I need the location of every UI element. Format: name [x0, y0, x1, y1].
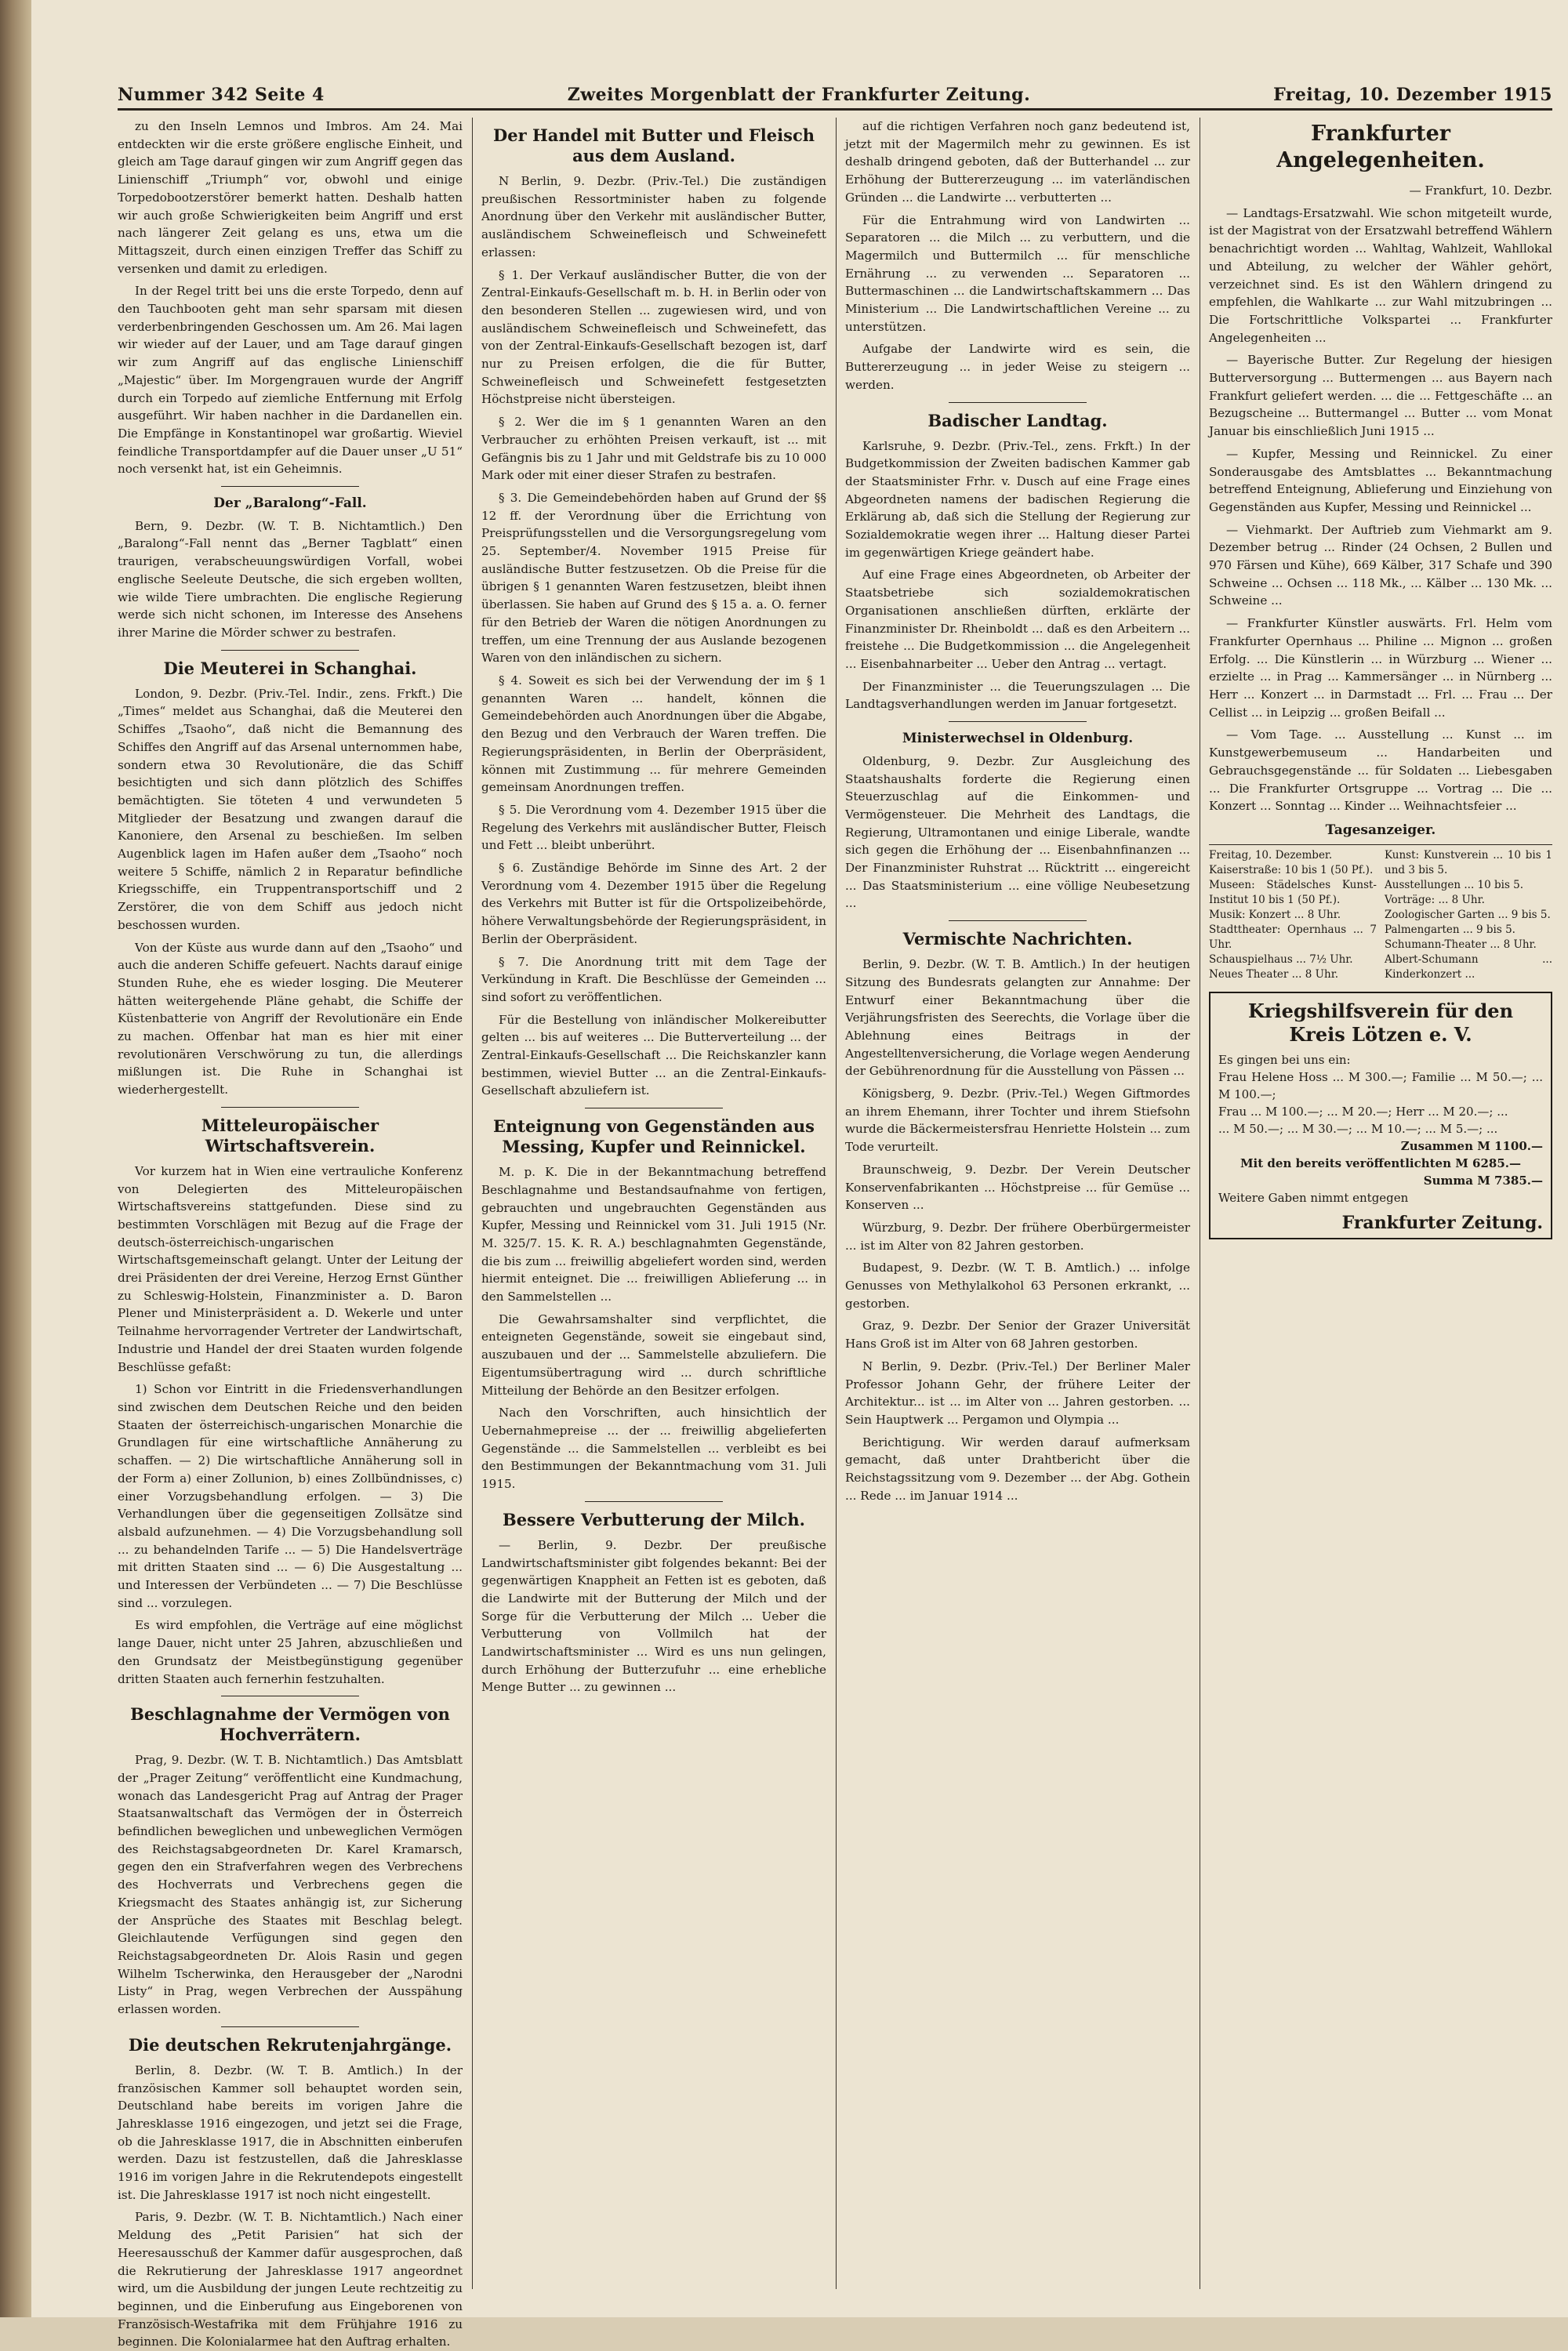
ad-closing: Weitere Gaben nimmt entgegen	[1218, 1190, 1409, 1205]
article-text: Bern, 9. Dezbr. (W. T. B. Nichtamtlich.) Den „Baralong“-Fall nennt das „Berner Tagblatt“ einen traurigen, verabscheuungswürdigen Vorfall, wobei englische Seeleute Deutsche, die sich ergeben wollten, wie wilde Tiere umbrachten. Die englische Regierung werde sich nicht schonen, im Interesse des Ansehens ihrer Marine die Mörder schwer zu bestrafen.	[118, 518, 463, 640]
article-heading: Der „Baralong“-Fall.	[213, 495, 367, 512]
divider	[949, 402, 1087, 403]
article-heading: Bessere Verbutterung der Milch.	[503, 1509, 805, 1529]
article-text: — Berlin, 9. Dezbr. Der preußische Landwirtschaftsminister gibt folgendes bekannt: Bei der gegenwärtigen Knappheit an Fetten ist es geboten, daß die Landwirte mit der Butterung der Milch und der Sorge für die Verbutterung der Milch ... Ueber die Verbutterung von Vollmilch hat der Landwirtschaftsminister ... Wird es uns nun gelingen, durch Erhöhung der Butterzufuhr ... eine erhebliche Menge Butter ... zu gewinnen ...	[481, 1537, 826, 1695]
article-text: Berlin, 8. Dezbr. (W. T. B. Amtlich.) In der französischen Kammer soll behauptet worden sein, Deutschland habe bereits im vorigen Jahre die Jahresklasse 1916 eingezogen, und jetzt sei die Frage, ob die Jahresklasse 1917, die in Abschnitten einberufen werden. Dazu ist festzustellen, daß die Jahresklasse 1916 im vorigen Jahre in die Rekrutendepots eingestellt ist. Die Jahresklasse 1917 ist noch nicht eingestellt.	[118, 2063, 463, 2202]
tagesanzeiger-heading: Tagesanzeiger.	[1325, 822, 1436, 838]
article-text: Von der Küste aus wurde dann auf den „Tsaoho“ und auch die anderen Schiffe gefeuert. Nachts darauf einige Stunden Ruhe, ehe es wieder losging. Die Meuterer hätten weitergehende Pläne gehabt, die Schiffe der Küstenbatterie von Angriff der Revolutionäre ein Ende zu machen. Offenbar hat man es hier mit einer revolutionären Verschwörung zu tun, die allerdings mißlungen ist. Die Ruhe in Schanghai ist wiederhergestellt.	[118, 940, 463, 1097]
article-heading: Die deutschen Rekrutenjahrgänge.	[128, 2034, 452, 2055]
section-masthead: Frankfurter Angelegenheiten.	[1276, 122, 1485, 172]
dateline: — Frankfurt, 10. Dezbr.	[1409, 183, 1552, 198]
column-rule	[836, 118, 837, 2289]
ad-total: Zusammen M 1100.—	[1400, 1138, 1543, 1153]
article-text: Der Finanzminister ... die Teuerungszulagen ... Die Landtagsverhandlungen werden im Januar fortgesetzt.	[845, 679, 1190, 712]
article-text: In der Regel tritt bei uns die erste Torpedo, denn auf den Tauchbooten geht man sehr sparsam mit diesen verderbenbringenden Geschossen um. Am 26. Mai lagen wir wieder auf der Lauer, und am Tage darauf gingen wir zum Angriff auf das englische Linienschiff „Majestic“ über. Im Morgengrauen wurde der Angriff durch ein Torpedo auf ziemliche Entfernung mit Erfolg ausgeführt. Wir haben nachher in die Dardanellen ein. Die Empfänge in Konstantinopel war großartig. Wieviel feindliche Transportdampfer auf die Dauer unser „U 51“ noch versenkt hat, ist ein Geheimnis.	[118, 284, 463, 477]
article-text: Würzburg, 9. Dezbr. Der frühere Oberbürgermeister ... ist im Alter von 82 Jahren gestorben.	[845, 1220, 1190, 1253]
newspaper-page	[31, 0, 1568, 2349]
article-text: Paris, 9. Dezbr. (W. T. B. Nichtamtlich.) Nach einer Meldung des „Petit Parisien“ hat sich der Heeresausschuß der Kammer dafür ausgesprochen, daß die Rekrutierung der Jahresklasse 1917 angeordnet wird, um die Ausbildung der jungen Leute rechtzeitig zu beginnen, und die Einberufung aus Eingeborenen von Französisch-Westafrika mit dem Frühjahre 1916 zu beginnen. Die Kolonialarmee hat den Auftrag erhalten.	[118, 2210, 463, 2349]
listing-line: Stadttheater: Opernhaus ... 7 Uhr.	[1209, 923, 1377, 951]
ad-line: Frau Helene Hoss ... M 300.—; Familie ... M 50.—; ... M 100.—;	[1218, 1069, 1543, 1101]
article-text: Vor kurzem hat in Wien eine vertrauliche Konferenz von Delegierten des Mitteleuropäischen Wirtschaftsvereins stattgefunden. Diese sind zu bestimmten Vorschlägen mit Bezug auf die Frage der deutsch-österreichisch-ungarischen Wirtschaftsgemeinschaft gelangt. Unter der Leitung der drei Präsidenten der drei Vereine, Herzog Ernst Günther zu Schleswig-Holstein, Finanzminister a. D. Baron Plener und Ministerpräsident a. D. Wekerle und unter Teilnahme hervorragender Vertreter der Landwirtschaft, Industrie und Handel der drei Staaten wurden folgende Beschlüsse gefaßt:	[118, 1163, 463, 1374]
kriegshilfe-advertisement	[1209, 992, 1552, 1239]
article-text: 1) Schon vor Eintritt in die Friedensverhandlungen sind zwischen dem Deutschen Reiche und den beiden Staaten der österreichisch-ungarischen Monarchie die Grundlagen für eine wirtschaftliche Annäherung zu schaffen. — 2) Die wirtschaftliche Annäherung soll in der Form a) einer Zollunion, b) eines Zollbündnisses, c) einer Vorzugsbehandlung erfolgen. — 3) Die Verhandlungen über die gegenseitigen Zollsätze sind alsbald aufzunehmen. — 4) Die Vorzugsbehandlung soll ... zu behandelnden Tarife ... — 5) Die Handelsverträge mit dritten Staaten sind ... — 6) Die Ausgestaltung ... und Interessen der Verbündeten ... — 7) Die Beschlüsse sind ... vorzulegen.	[118, 1382, 463, 1610]
page-date: Freitag, 10. Dezember 1915	[1273, 85, 1552, 105]
listing-line: Kaiserstraße: 10 bis 1 (50 Pf.).	[1209, 863, 1374, 876]
ad-line: Frau ... M 100.—; ... M 20.—; Herr ... M 20.—; ...	[1218, 1104, 1508, 1119]
listing-line: Kunst: Kunstverein ... 10 bis 1 und 3 bis 5.	[1385, 848, 1552, 876]
listing-line: Palmengarten ... 9 bis 5.	[1385, 923, 1515, 936]
article-heading: Die Meuterei in Schanghai.	[163, 658, 417, 678]
divider	[949, 920, 1087, 921]
article-text: zu den Inseln Lemnos und Imbros. Am 24. Mai entdeckten wir die erste größere englische Einheit, und gleich am Tage darauf gingen wir zum Angriff gegen das Linienschiff „Triumph“ vor, obwohl und einige Torpedobootzerstörer bemerkt hatten. Deshalb hatten wir auch große Schwierigkeiten beim Angriff und erst nach längerer Zeit gelang es uns, etwa um die Mittagszeit, durch einen einzigen Treffer das Schiff zu versenken und damit zu erledigen.	[118, 119, 463, 276]
article-text: § 1. Der Verkauf ausländischer Butter, die von der Zentral-Einkaufs-Gesellschaft m. b. H. in Berlin oder von den besonderen Stellen ... zugewiesen wird, und von ausländischem Schweinefleisch und Schweinefett, das von der Zentral-Einkaufs-Gesellschaft bezogen ist, darf nur zu Preisen erfolgen, die die für Butter, Schweinefleisch und Schweinefett festgesetzten Höchstpreise nicht übersteigen.	[481, 267, 826, 407]
divider	[221, 2026, 359, 2027]
column-1	[118, 118, 463, 2349]
article-text: Graz, 9. Dezbr. Der Senior der Grazer Universität Hans Groß ist im Alter von 68 Jahren gestorben.	[845, 1319, 1190, 1351]
divider	[221, 1107, 359, 1108]
page-header	[118, 78, 1552, 111]
page-number: Nummer 342 Seite 4	[118, 85, 325, 105]
article-text: N Berlin, 9. Dezbr. (Priv.-Tel.) Die zuständigen preußischen Ressortminister haben zu folgende Anordnung über den Verkehr mit ausländischer Butter, ausländischem Schweinefleisch und Schweinefett erlassen:	[481, 174, 826, 259]
article-text: Berlin, 9. Dezbr. (W. T. B. Amtlich.) In der heutigen Sitzung des Bundesrats gelangten zur Annahme: Der Entwurf einer Bekanntmachung über die Verjährungsfristen des Seerechts, die Vorlage über die Ablehnung eines Beitrags in der Angestelltenversicherung, die Vorlage wegen Aenderung der Gebührenordnung für die Ausstellung von Pässen ...	[845, 957, 1191, 1079]
divider	[949, 721, 1087, 722]
article-text: § 3. Die Gemeindebehörden haben auf Grund der §§ 12 ff. der Verordnung über die Errichtung von Preisprüfungsstellen und die Versorgungsregelung vom 25. September/4. November 1915 Preise für ausländische Butter festzusetzen. Ob die Preise für die übrigen § 1 genannten Waren festzusetzen, bleibt ihnen überlassen. Sie haben auf Grund des § 15 a. a. O. ferner für den Betrieb der Waren die nötigen Anordnungen zu treffen, um eine Trennung der aus Auslande bezogenen Waren von den inländischen zu sichern.	[481, 490, 826, 666]
article-text: Nach den Vorschriften, auch hinsichtlich der Uebernahmepreise ... der ... freiwillig abgelieferten Gegenstände ... die Sammelstellen ... verbleibt es bei den Bestimmungen der Bekanntmachung vom 31. Juli 1915.	[481, 1406, 826, 1492]
listing-line: Museen: Städelsches Kunst-Institut 10 bis 1 (50 Pf.).	[1209, 878, 1377, 906]
article-text: § 2. Wer die im § 1 genannten Waren an den Verbraucher zu erhöhten Preisen verkauft, ist ... mit Gefängnis bis zu 1 Jahr und mit Geldstrafe bis zu 10 000 Mark oder mit einer dieser Strafen zu bestrafen.	[481, 415, 826, 483]
article-text: Berichtigung. Wir werden darauf aufmerksam gemacht, daß unter Drahtbericht über die Reichstagssitzung vom 9. Dezember ... der Abg. Gothein ... Rede ... im Januar 1914 ...	[845, 1435, 1190, 1503]
article-text: Budapest, 9. Dezbr. (W. T. B. Amtlich.) ... infolge Genusses von Methylalkohol 63 Personen erkrankt, ... gestorben.	[845, 1261, 1190, 1311]
article-text: Karlsruhe, 9. Dezbr. (Priv.-Tel., zens. Frkft.) In der Budgetkommission der Zweiten badischen Kammer gab der Staatsminister Frhr. v. Dusch auf eine Frage eines Abgeordneten namens der badischen Regierung die Erklärung ab, daß sich die Stellung der Regierung zur Sozialdemokratie wegen ihrer ... Haltung dieser Partei im gegenwärtigen Kriege geändert habe.	[845, 438, 1190, 560]
article-text: § 4. Soweit es sich bei der Verwendung der im § 1 genannten Waren ... handelt, können die Gemeindebehörden auch Anordnungen über die Abgabe, den Bezug und den Verbrauch der Waren treffen. Die Regierungspräsidenten, in Berlin der Oberpräsident, können mit Zustimmung ... für mehrere Gemeinden gemeinsam Anordnungen treffen.	[481, 673, 826, 795]
tagesanzeiger	[1209, 844, 1552, 982]
ad-signature: Frankfurter Zeitung.	[1341, 1212, 1543, 1233]
tagesanzeiger-right	[1385, 848, 1552, 982]
ad-grand-total: Summa M 7385.—	[1423, 1173, 1543, 1188]
article-heading: Beschlagnahme der Vermögen von Hochverrätern.	[130, 1704, 450, 1745]
listing-line: Zoologischer Garten ... 9 bis 5.	[1385, 908, 1551, 921]
article-text: — Viehmarkt. Der Auftrieb zum Viehmarkt am 9. Dezember betrug ... Rinder (24 Ochsen, 2 Bullen und 970 Färsen und Kühe), 669 Kälber, 317 Schafe und 390 Schweine ... Ochsen ... 118 Mk., ... Kälber ... 130 Mk. ... Schweine ...	[1209, 522, 1552, 608]
article-text: Prag, 9. Dezbr. (W. T. B. Nichtamtlich.) Das Amtsblatt der „Prager Zeitung“ veröffentlicht eine Kundmachung, wonach das Landesgericht Prag auf Antrag der Prager Staatsanwaltschaft das Vermögen der in Österreich befindlichen beweglichen und unbeweglichen Vermögen des Reichstagsabgeordneten Dr. Karel Kramarsch, gegen den ein Strafverfahren wegen des Verbrechens des Hochverrats und Verbrechens gegen die Kriegsmacht des Staates anhängig ist, zur Sicherung der Ansprüche des Staates mit Beschlag belegt. Gleichlautende Verfügungen sind gegen den Reichstagsabgeordneten Dr. Alois Rasin und gegen Wilhelm Tscherwinka, den Herausgeber der „Narodni Listy“ in Prag, wegen Verbrechen der Ausspähung erlassen worden.	[118, 1753, 463, 2017]
listing-line: Vorträge: ... 8 Uhr.	[1385, 893, 1485, 906]
article-text: Königsberg, 9. Dezbr. (Priv.-Tel.) Wegen Giftmordes an ihrem Ehemann, ihrer Tochter und ihrem Stiefsohn wurde die Bäckermeistersfrau Henriette Holstein ... zum Tode verurteilt.	[845, 1087, 1190, 1155]
article-heading: Enteignung von Gegenständen aus Messing, Kupfer und Reinnickel.	[493, 1116, 815, 1157]
article-text: London, 9. Dezbr. (Priv.-Tel. Indir., zens. Frkft.) Die „Times“ meldet aus Schanghai, daß die Meuterei den Schiffes „Tsaoho“, daß nicht die Bemannung des Schiffes den Angriff auf das Arsenal unternommen habe, sondern etwa 30 Revolutionäre, die das Schiff besichtigten und sich dann plötzlich des Schiffes bemächtigten. Sie töteten 4 und verwundeten 5 Mitglieder der Besatzung und zwangen darauf die Kanoniere, den Arsenal zu beschießen. Im selben Augenblick lagen im Hafen außer dem „Tsaoho“ noch weitere 5 Schiffe, nämlich 2 in Reparatur befindliche Kriegsschiffe, ein Truppentransportschiff und 2 Zerstörer, die von dem Schiff aus jedoch nicht beschossen wurden.	[118, 686, 463, 932]
newspaper-title: Zweites Morgenblatt der Frankfurter Zeitung.	[567, 85, 1031, 105]
article-text: M. p. K. Die in der Bekanntmachung betreffend Beschlagnahme und Bestandsaufnahme von fertigen, gebrauchten und ungebrauchten Gegenständen aus Kupfer, Messing und Reinnickel vom 31. Juli 1915 (Nr. M. 325/7. 15. K. R. A.) beschlagnahmten Gegenstände, die bis zum ... freiwillig abgeliefert worden sind, werden hiermit enteignet. Die ... freiwilligen Ablieferung ... in den Sammelstellen ...	[481, 1165, 826, 1304]
ad-line: ... M 50.—; ... M 30.—; ... M 10.—; ... M 5.—; ...	[1218, 1121, 1498, 1136]
ad-intro: Es gingen bei uns ein:	[1218, 1052, 1351, 1067]
article-text: — Landtags-Ersatzwahl. Wie schon mitgeteilt wurde, ist der Magistrat von der Ersatzwahl betreffend Wählern benachrichtigt worden ... Wahltag, Wahlzeit, Wahllokal und Abteilung, zu welcher der Wähler gehört, verzeichnet sind. Es ist den Wählern dringend zu empfehlen, die Wahlkarte ... zur Wahl mitzubringen ... Die Fortschrittliche Volkspartei ... Frankfurter Angelegenheiten ...	[1209, 205, 1552, 345]
article-text: Braunschweig, 9. Dezbr. Der Verein Deutscher Konservenfabrikanten ... Höchstpreise ... für Gemüse ... Konserven ...	[845, 1162, 1190, 1213]
divider	[221, 650, 359, 651]
article-text: Für die Entrahmung wird von Landwirten ... Separatoren ... die Milch ... zu verbuttern, und die Magermilch und Buttermilch ... für menschliche Ernährung ... zu verwenden ... Separatoren ... Buttermaschinen ... die Landwirtschaftskammern ... Das Ministerium ... Die Landwirtschaftlichen Vereine ... zu unterstützen.	[845, 212, 1190, 334]
listing-line: Albert-Schumann ... Kinderkonzert ...	[1385, 952, 1552, 981]
article-text: auf die richtigen Verfahren noch ganz bedeutend ist, jetzt mit der Magermilch mehr zu gewinnen. Es ist deshalb dringend geboten, daß der Butterhandel ... zur Erhöhung der Buttererzeugung ... im vaterländischen Gründen ... die Landwirte ... verbutterten ...	[845, 119, 1190, 205]
tagesanzeiger-left	[1209, 848, 1377, 982]
article-text: Die Gewahrsamshalter sind verpflichtet, die enteigneten Gegenstände, soweit sie eingebaut sind, auszubauen und der ... Sammelstelle abzuliefern. Die Eigentumsübertragung wird ... durch schriftliche Mitteilung der Behörde an den Besitzer erfolgen.	[481, 1312, 826, 1398]
article-heading: Badischer Landtag.	[927, 410, 1108, 430]
article-text: Aufgabe der Landwirte wird es sein, die Buttererzeugung ... in jeder Weise zu steigern ... werden.	[845, 342, 1190, 392]
article-text: — Kupfer, Messing und Reinnickel. Zu einer Sonderausgabe des Amtsblattes ... Bekanntmachung betreffend Enteignung, Ablieferung und Einziehung von Gegenständen aus Kupfer, Messing und Reinnickel ...	[1209, 446, 1552, 514]
column-2	[481, 118, 826, 2289]
ad-previous: Mit den bereits veröffentlichten M 6285.—	[1240, 1156, 1522, 1170]
column-rule	[472, 118, 473, 2289]
article-text: N Berlin, 9. Dezbr. (Priv.-Tel.) Der Berliner Maler Professor Johann Gehr, der frühere Leiter der Architektur... ist ... im Alter von ... Jahren gestorben. ... Sein Hauptwerk ... Pergamon und Olympia ...	[845, 1359, 1190, 1427]
ad-title: Kriegshilfsverein für den Kreis Lötzen e. V.	[1247, 999, 1514, 1046]
article-heading: Ministerwechsel in Oldenburg.	[902, 731, 1134, 747]
article-text: Für die Bestellung von inländischer Molkereibutter gelten ... bis auf weiteres ... Die Butterverteilung ... der Zentral-Einkaufs-Gesellschaft ... Die Reichskanzler kann bestimmen, wieviel Butter ... an die Zentral-Einkaufs-Gesellschaft abzuliefern ist.	[481, 1012, 826, 1098]
listing-line: Schauspielhaus ... 7½ Uhr.	[1209, 952, 1353, 966]
listing-line: Schumann-Theater ... 8 Uhr.	[1385, 938, 1537, 951]
divider	[585, 1501, 723, 1502]
article-text: § 5. Die Verordnung vom 4. Dezember 1915 über die Regelung des Verkehrs mit ausländischer Butter, Fleisch und Fett ... bleibt unberührt.	[481, 802, 826, 853]
column-4	[1209, 118, 1552, 2289]
article-heading: Vermischte Nachrichten.	[902, 929, 1133, 949]
listing-line: Musik: Konzert ... 8 Uhr.	[1209, 908, 1341, 921]
article-text: Es wird empfohlen, die Verträge auf eine möglichst lange Dauer, nicht unter 25 Jahren, abzuschließen und den Grundsatz der Meistbegünstigung gegenüber dritten Staaten auch fernerhin festzuhalten.	[118, 1618, 463, 1686]
listing-line: Freitag, 10. Dezember.	[1209, 848, 1333, 862]
divider	[221, 486, 359, 487]
article-text: § 6. Zuständige Behörde im Sinne des Art. 2 der Verordnung vom 4. Dezember 1915 über die Regelung des Verkehrs mit Butter ist für die Ortspolizeibehörde, höhere Verwaltungsbehörde der Regierungspräsident, in Berlin der Oberpräsident.	[481, 861, 826, 946]
article-text: § 7. Die Anordnung tritt mit dem Tage der Verkündung in Kraft. Die Beschlüsse der Gemeinden ... sind sofort zu veröffentlichen.	[481, 954, 826, 1004]
article-heading: Der Handel mit Butter und Fleisch aus dem Ausland.	[493, 125, 815, 165]
columns	[118, 118, 1552, 2349]
article-text: — Vom Tage. ... Ausstellung ... Kunst ... im Kunstgewerbemuseum ... Handarbeiten und Gebrauchsgegenstände ... für Soldaten ... Liebesgaben ... Die Frankfurter Ortsgruppe ... Vortrag ... Die ... Konzert ... Sonntag ... Kinder ... Weihnachtsfeier ...	[1209, 727, 1552, 814]
column-3	[845, 118, 1190, 2289]
listing-line: Neues Theater ... 8 Uhr.	[1209, 967, 1338, 981]
article-text: Auf eine Frage eines Abgeordneten, ob Arbeiter der Staatsbetriebe sich sozialdemokratischen Organisationen anschließen dürften, erklärte der Finanzminister Dr. Rheinboldt ... daß es den Arbeitern ... freistehe ... Die Budgetkommission ... die Angelegenheit ... Eisenbahnarbeiter ... Ueber den Antrag ... vertagt.	[845, 568, 1190, 671]
article-text: Oldenburg, 9. Dezbr. Zur Ausgleichung des Staatshaushalts forderte die Regierung einen Steuerzuschlag auf die Einkommen- und Vermögensteuer. Die Mehrheit des Landtags, die Regierung, Ultramontanen und einige Liberale, wandte sich gegen die Erhöhung der ... Eisenbahnfinanzen ... Der Finanzminister Ruhstrat ... Rücktritt ... eingereicht ... Das Staatsministerium ... eine völlige Neubesetzung ...	[845, 753, 1190, 911]
listing-line: Ausstellungen ... 10 bis 5.	[1385, 878, 1524, 891]
article-text: — Frankfurter Künstler auswärts. Frl. Helm vom Frankfurter Opernhaus ... Philine ... Mignon ... großen Erfolg. ... Die Künstlerin ... in Würzburg ... Wiener ... erzielte ... in Prag ... Kammersänger ... in Nürnberg ... Herr ... Konzert ... in Darmstadt ... Frl. ... Frau ... Der Cellist ... in Leipzig ... großen Beifall ...	[1209, 616, 1552, 720]
book-binding	[0, 0, 31, 2317]
article-text: — Bayerische Butter. Zur Regelung der hiesigen Butterversorgung ... Buttermengen ... aus Bayern nach Frankfurt geliefert werden. ... die ... Fettgeschäfte ... an Bezugscheine ... Buttermangel ... Butter ... vom Monat Januar bis einschließlich Juni 1915 ...	[1209, 353, 1552, 439]
article-heading: Mitteleuropäischer Wirtschaftsverein.	[201, 1115, 379, 1156]
